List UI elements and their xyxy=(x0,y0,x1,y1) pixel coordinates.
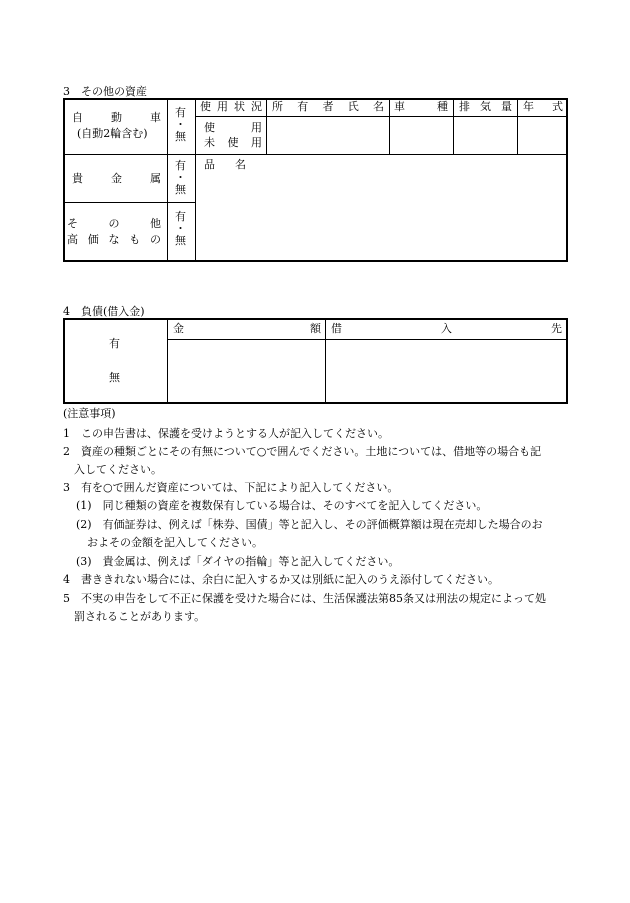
item-name-field[interactable] xyxy=(196,172,566,260)
amount-header: 金 額 xyxy=(173,322,321,335)
other-assets-table xyxy=(63,98,568,262)
amount-field[interactable] xyxy=(168,340,325,402)
usage-in-use-option[interactable]: 使 用 xyxy=(204,121,262,134)
metal-no-option[interactable]: 無 xyxy=(175,183,186,196)
usage-unused-option[interactable]: 未 使 用 xyxy=(204,136,262,149)
car-option-separator: ・ xyxy=(175,118,186,131)
other-no-option[interactable]: 無 xyxy=(175,234,186,247)
header-displacement: 排 気 量 xyxy=(459,100,512,113)
lender-field[interactable] xyxy=(326,340,566,402)
owner-name-field[interactable] xyxy=(267,117,389,154)
precious-metals-label: 貴 金 属 xyxy=(72,172,161,185)
note-2-continued: 入してください。 xyxy=(74,463,162,476)
note-3: 3 有を○で囲んだ資産については、下記により記入してください。 xyxy=(63,481,399,494)
other-valuables-label-2: 高 価 な も の xyxy=(67,233,161,246)
header-owner-name: 所 有 者 氏 名 xyxy=(272,100,384,113)
car-yes-option[interactable]: 有 xyxy=(175,106,186,119)
note-3-2-continued: およその金額を記入してください。 xyxy=(87,536,263,549)
other-option-separator: ・ xyxy=(175,222,186,235)
car-no-option[interactable]: 無 xyxy=(175,130,186,143)
item-name-label: 品 名 xyxy=(204,158,246,171)
header-car-type: 車 種 xyxy=(394,100,448,113)
note-1: 1 この申告書は、保護を受けようとする人が記入してください。 xyxy=(63,427,389,440)
model-year-field[interactable] xyxy=(518,117,566,154)
note-5-continued: 罰されることがあります。 xyxy=(74,610,206,623)
header-usage-status: 使 用 状 況 xyxy=(200,100,262,113)
note-5: 5 不実の申告をして不正に保護を受けた場合には、生活保護法第85条又は刑法の規定によって処 xyxy=(63,592,546,605)
displacement-field[interactable] xyxy=(454,117,517,154)
note-2: 2 資産の種類ごとにその有無について○で囲んでください。土地については、借地等の場合も記 xyxy=(63,445,542,458)
debt-yes-option[interactable]: 有 xyxy=(109,337,120,350)
header-model-year: 年 式 xyxy=(523,100,563,113)
debt-no-option[interactable]: 無 xyxy=(109,371,120,384)
notes-heading: (注意事項) xyxy=(63,407,116,420)
note-3-3: (3) 貴金属は、例えば「ダイヤの指輪」等と記入してください。 xyxy=(76,555,400,568)
note-3-1: (1) 同じ種類の資産を複数保有している場合は、そのすべてを記入してください。 xyxy=(76,499,488,512)
section4-title: 4 負債(借入金) xyxy=(63,305,145,318)
car-label: 自 動 車 xyxy=(72,111,161,124)
section3-title: 3 その他の資産 xyxy=(63,85,147,98)
metal-option-separator: ・ xyxy=(175,171,186,184)
other-valuables-label-1: そ の 他 xyxy=(67,217,161,230)
car-type-field[interactable] xyxy=(390,117,453,154)
car-sublabel: (自動2輪含む) xyxy=(77,127,148,140)
lender-header: 借 入 先 xyxy=(331,322,562,335)
note-3-2: (2) 有価証券は、例えば「株券、国債」等と記入し、その評価概算額は現在売却した場合のお xyxy=(76,518,543,531)
other-yes-option[interactable]: 有 xyxy=(175,210,186,223)
debt-table xyxy=(63,318,568,404)
metal-yes-option[interactable]: 有 xyxy=(175,159,186,172)
note-4: 4 書ききれない場合には、余白に記入するか又は別紙に記入のうえ添付してください。 xyxy=(63,573,499,586)
